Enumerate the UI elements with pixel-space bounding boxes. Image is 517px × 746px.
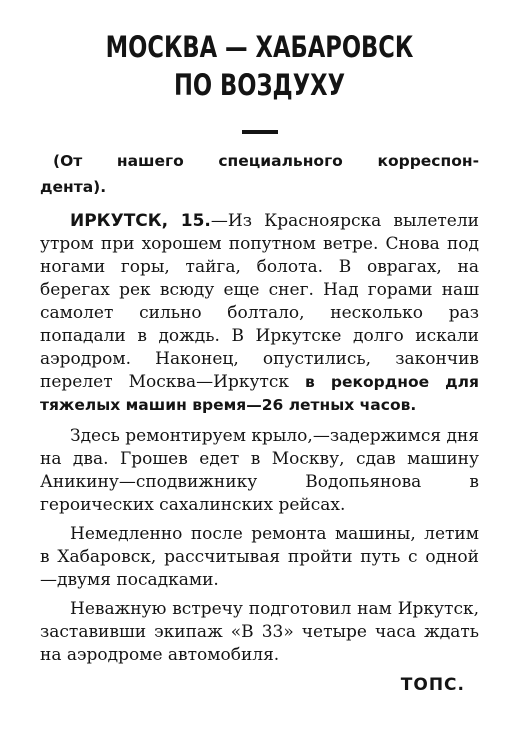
- credit-line-2: дента).: [40, 178, 107, 196]
- paragraph-1-bold: в рекордное для тяжелых машин время—26 летных часов.: [40, 373, 479, 414]
- paragraph-2: Здесь ремонтируем крыло,—задержимся дня на два. Грошев едет в Москву, сдав машину Аникину—сподвижнику Водопьянова в героических сахалинских рейсах.: [40, 426, 479, 515]
- correspondent-credit: [40, 148, 479, 200]
- headline-line-1: МОСКВА — ХАБАРОВСК: [105, 30, 414, 64]
- dateline: ИРКУТСК, 15.: [70, 211, 211, 231]
- paragraph-1: [40, 210, 479, 417]
- article-headline: [88, 0, 430, 104]
- paragraph-1-text: —Из Красноярска вылетели утром при хорошем попутном ветре. Снова под ногами горы, тайга, болота. В оврагах, на берегах рек всюду еще снег. Над горами наш самолет сильно болтало, несколько раз попадали в дождь. В Иркутске долго искали аэродром. Наконец, опустились, закончив перелет Москва—Иркутск: [40, 211, 479, 392]
- paragraph-3: Немедленно после ремонта машины, летим в Хабаровск, рассчитывая пройти путь с одной—двумя посадками.: [40, 524, 479, 590]
- paragraph-4: Неважную встречу подготовил нам Иркутск, заставивши экипаж «В 33» четыре часа ждать на аэродроме автомобиля.: [40, 599, 479, 665]
- credit-line-1: (От нашего специального корреспон-: [53, 152, 479, 170]
- headline-line-2: ПО ВОЗДУХУ: [173, 68, 346, 102]
- author-signature: ТОПС.: [400, 675, 465, 695]
- headline-divider: [242, 130, 278, 134]
